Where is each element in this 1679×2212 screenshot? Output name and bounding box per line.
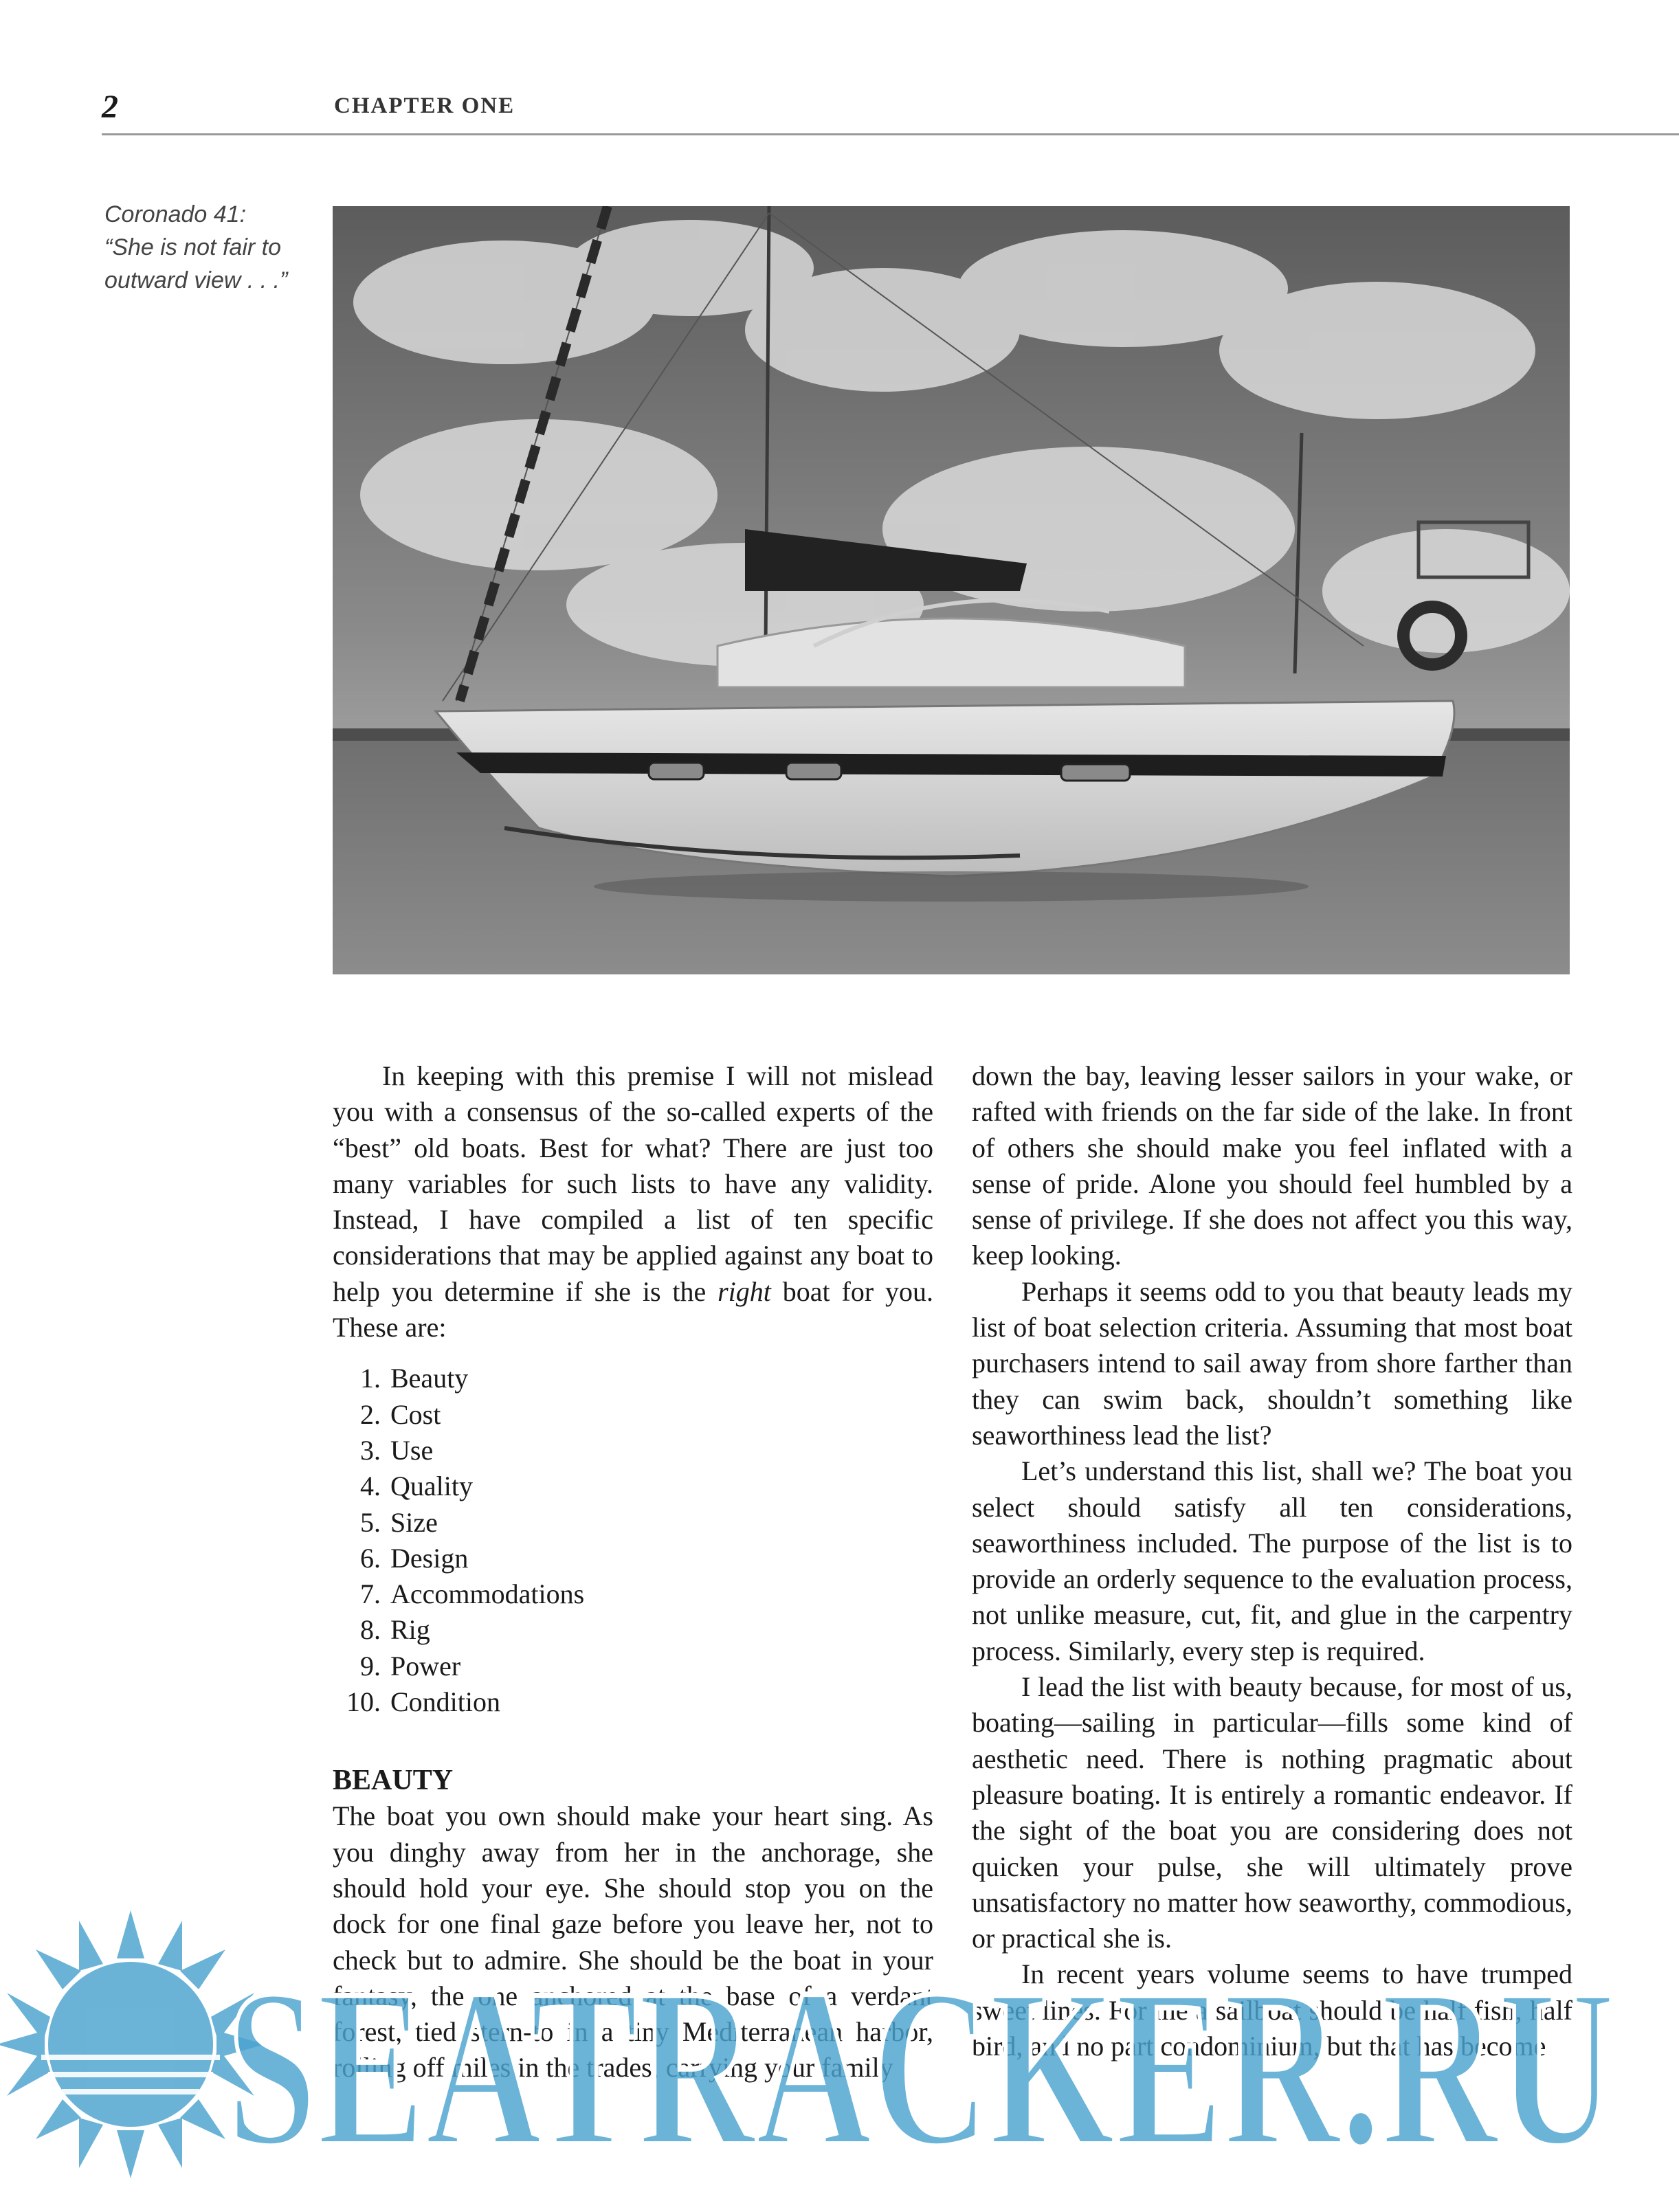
list-item: 3. Use	[360, 1434, 434, 1466]
list-item: 1. Beauty	[360, 1363, 469, 1394]
watermark-text: SEATRACKER.RU	[227, 1943, 1615, 2193]
body-paragraph: Let’s understand this list, shall we? The boat you select should satisfy all ten considerations, seaworthiness included. The purpose of the list is to provide an orderly sequence to the evaluation process, not unlike measure, cut, fit, and glue in the carpentry process. Similarly, every step is required.	[972, 1455, 1572, 1666]
chapter-title: CHAPTER ONE	[334, 93, 515, 118]
list-item: 7. Accommodations	[360, 1578, 585, 1610]
list-item: 9. Power	[360, 1650, 461, 1682]
list-item: 10. Condition	[346, 1686, 501, 1718]
list-item: 4. Quality	[360, 1471, 473, 1502]
list-item: 5. Size	[360, 1506, 438, 1538]
beauty-paragraph: The boat you own should make your heart sing. As you dinghy away from her in the anchorage, she should hold your eye. She should stop you on the dock for one final gaze before you leave her, not to check but to admire. She should be the boat in your fantasy, the one anchored at the base of a verdant forest, tied stern-to in a tiny Mediterranean harbor, rolling off miles in the trades, carrying your family	[333, 1800, 933, 2083]
body-paragraph: I lead the list with beauty because, for most of us, boating—sailing in particular—fills some kind of aesthetic need. There is nothing pragmatic about pleasure boating. It is entirely a romantic endeavor. If the sight of the boat you are considering does not quicken your pulse, she will ultimately prove unsatisfactory no matter how seaworthy, commodious, or practical she is.	[972, 1671, 1572, 1954]
section-heading-beauty: BEAUTY	[333, 1765, 454, 1797]
photo-caption	[104, 198, 311, 297]
body-paragraph: down the bay, leaving lesser sailors in your wake, or rafted with friends on the far side of the lake. In front of others she should make you feel inflated with a sense of pride. Alone you should feel humbled by a sense of privilege. If she does not affect you this way, keep looking.	[972, 1060, 1572, 1271]
emphasis-right: right	[718, 1275, 771, 1307]
watermark	[0, 1883, 1679, 2212]
caption-line: outward view . . .”	[104, 267, 288, 293]
body-paragraph: Perhaps it seems odd to you that beauty leads my list of boat selection criteria. Assuming that most boat purchasers intend to sail away from shore farther than they can swim back, shouldn’t something like seaworthiness lead the list?	[972, 1275, 1572, 1451]
caption-line: Coronado 41:	[104, 201, 247, 227]
caption-line: “She is not fair to	[104, 234, 282, 260]
header-rule	[102, 133, 1679, 135]
criteria-list	[333, 1361, 933, 1720]
page-number: 2	[102, 89, 118, 125]
list-item: 8. Rig	[360, 1614, 430, 1646]
intro-paragraph: In keeping with this premise I will not mislead you with a consensus of the so-called experts of the “best” old boats. Best for what? There are just too many variables for such lists to have any validity. Instead, I have compiled a list of ten specific considerations that may be applied against any boat to help you determine if she is the right boat for you. These are:	[333, 1060, 933, 1343]
page-header	[102, 88, 1679, 136]
sailboat-photo	[333, 206, 1570, 974]
list-item: 2. Cost	[360, 1398, 441, 1430]
watermark-graphic	[0, 1883, 1679, 2212]
sailboat-illustration	[333, 206, 1570, 974]
sun-icon	[0, 1910, 265, 2178]
body-paragraph: In recent years volume seems to have trumped sweet lines. For me a sailboat should be half fish, half bird, and no part condominium, but that has become	[972, 1958, 1572, 2062]
list-item: 6. Design	[360, 1542, 469, 1574]
